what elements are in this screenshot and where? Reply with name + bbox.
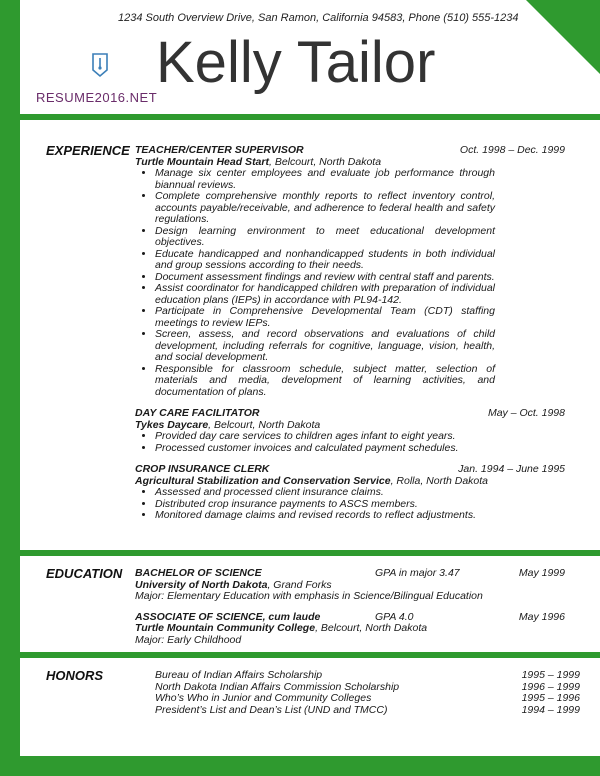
duties-list [135,431,495,454]
list-item: • Participate in Comprehensive Developmental Team (CDT) staffing meetings to review IEPs. [155,306,495,329]
list-item: • Manage six center employees and evaluate job performance through biannual reviews. [155,168,495,191]
duties-list [135,487,495,522]
honor-name: Who’s Who in Junior and Community Colleges [155,692,372,704]
list-item: • Distributed crop insurance payments to ASCS members. [155,499,495,511]
list-item: • Screen, assess, and record observations and evaluations of child development, including referrals for cognitive, language, vision, health, and social development. [155,329,495,364]
major: Major: Early Childhood [135,633,242,646]
employer-location: , Belcourt, North Dakota [208,418,321,431]
list-item: • Design learning environment to meet educational development objectives. [155,226,495,249]
list-item: • Educate handicapped and nonhandicapped students in both individual and group sessions according to their needs. [155,249,495,272]
resume-page [20,0,600,756]
honor-years: 1995 – 1996 [521,692,580,704]
honor-name: North Dakota Indian Affairs Commission Scholarship [155,680,400,693]
resume-header [20,0,600,120]
section-divider [20,114,600,120]
site-logo[interactable] [36,52,156,112]
education-heading: EDUCATION [46,566,123,581]
honor-name: President’s List and Dean’s List (UND and TMCC) [155,703,388,716]
degree-title: ASSOCIATE OF SCIENCE, cum laude [135,610,321,623]
school: University of North Dakota [135,578,268,591]
employer: Tykes Daycare [135,418,209,431]
list-item: • Processed customer invoices and calculated payment schedules. [155,443,495,455]
experience-heading: EXPERIENCE [46,143,130,158]
degree-date: May 1996 [518,610,565,623]
gpa: GPA in major 3.47 [375,567,460,579]
document-pen-icon [90,52,110,78]
experience-section [135,145,565,522]
job-entry [135,408,565,454]
employer-location: , Belcourt, North Dakota [268,155,382,168]
honor-years: 1994 – 1999 [521,703,580,716]
degree-date: May 1999 [518,567,565,579]
job-entry [135,464,565,522]
list-item: • Provided day care services to children ages infant to eight years. [155,431,495,443]
job-entry [135,145,565,398]
honors-heading: HONORS [46,668,104,683]
section-divider [20,652,600,658]
degree-entry [135,568,565,603]
list-item [155,705,580,717]
job-title: DAY CARE FACILITATOR [135,407,260,419]
job-dates: May – Oct. 1998 [487,407,565,419]
major: Major: Elementary Education with emphasis in Science/Bilingual Education [135,590,483,602]
job-dates: Jan. 1994 – June 1995 [458,463,565,475]
list-item [155,670,580,682]
list-item: • Responsible for classroom schedule, subject matter, selection of materials and media, development of learning activities, and documentation of plans. [155,364,495,399]
school: Turtle Mountain Community College [135,622,316,634]
duties-list [135,168,495,398]
list-item: • Assessed and processed client insurance claims. [155,487,495,499]
list-item: • Complete comprehensive monthly reports to reflect inventory control, accounts payable/receivable, and adherence to federal health and safety regulations. [155,191,495,226]
honor-years: 1995 – 1999 [521,669,580,681]
list-item: • Document assessment findings and review with central staff and parents. [155,272,495,284]
list-item: • Assist coordinator for handicapped children with preparation of individual education plans (IEPs) in accordance with PL94-142. [155,283,495,306]
school-location: , Grand Forks [267,578,332,591]
section-divider [20,550,600,556]
degree-title: BACHELOR OF SCIENCE [135,567,262,579]
employer-location: , Rolla, North Dakota [390,474,489,487]
list-item: • Monitored damage claims and revised records to reflect adjustments. [155,510,495,522]
honors-list [135,670,580,716]
honors-section [135,669,580,716]
job-title: TEACHER/CENTER SUPERVISOR [135,144,304,156]
address-line: 1234 South Overview Drive, San Ramon, California 94583, Phone (510) 555-1234 [118,12,519,24]
candidate-name: Kelly Tailor [156,30,436,95]
job-dates: Oct. 1998 – Dec. 1999 [459,144,565,156]
gpa: GPA 4.0 [375,610,414,623]
school-location: , Belcourt, North Dakota [315,622,428,634]
logo-text: RESUME2016.NET [36,90,158,105]
honor-name: Bureau of Indian Affairs Scholarship [155,669,323,681]
education-section [135,568,565,646]
employer: Agricultural Stabilization and Conservation Service [135,474,391,487]
job-title: CROP INSURANCE CLERK [135,463,270,475]
employer: Turtle Mountain Head Start [135,155,269,168]
list-item [155,693,580,705]
degree-entry [135,612,565,647]
honor-years: 1996 – 1999 [521,680,580,693]
